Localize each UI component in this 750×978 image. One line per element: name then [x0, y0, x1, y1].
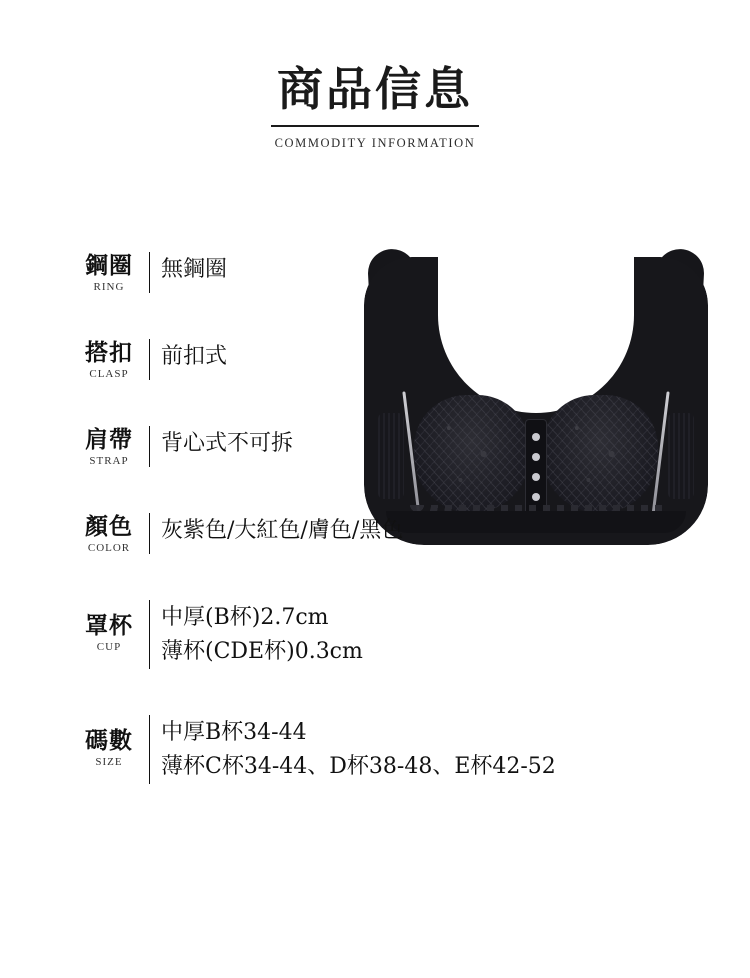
spec-divider	[149, 252, 150, 293]
spec-label-cn: 搭扣	[85, 339, 133, 366]
page-header	[0, 62, 750, 151]
spec-label-clasp	[76, 339, 142, 380]
spec-label-en: CUP	[96, 641, 122, 653]
spec-value-line: 無鋼圈	[161, 257, 228, 282]
spec-value-line: 背心式不可拆	[161, 431, 294, 456]
spec-value-line: 灰紫色/大紅色/膚色/黑色	[161, 518, 404, 543]
spec-label-cn: 肩帶	[85, 426, 133, 453]
spec-row-size	[0, 715, 750, 784]
spec-label-color	[76, 513, 142, 554]
spec-label-en: STRAP	[89, 455, 129, 467]
spec-label-en: RING	[93, 281, 125, 293]
page-subtitle: COMMODITY INFORMATION	[274, 136, 476, 151]
spec-label-cn: 罩杯	[85, 612, 133, 639]
spec-label-strap	[76, 426, 142, 467]
spec-row-clasp	[0, 339, 750, 380]
spec-label-cn: 顏色	[85, 513, 133, 540]
spec-label-cn: 碼數	[85, 727, 133, 755]
spec-divider	[149, 513, 150, 554]
spec-row-cup	[0, 600, 750, 669]
spec-label-ring	[76, 252, 142, 293]
spec-value-cup	[161, 600, 363, 669]
spec-value-clasp	[161, 339, 227, 374]
spec-value-line: 中厚(B杯)2.7cm	[161, 605, 329, 630]
spec-label-cup	[76, 600, 142, 653]
spec-list	[0, 252, 750, 830]
spec-row-strap	[0, 426, 750, 467]
spec-value-color	[161, 513, 403, 548]
spec-label-en: SIZE	[95, 756, 123, 769]
spec-divider	[149, 715, 150, 784]
spec-divider	[149, 339, 150, 380]
spec-value-line: 薄杯C杯34-44、D杯38-48、E杯42-52	[161, 754, 556, 780]
page-title: 商品信息	[271, 62, 479, 127]
spec-row-color	[0, 513, 750, 554]
spec-label-en: CLASP	[89, 368, 129, 380]
spec-value-line: 中厚B杯34-44	[161, 720, 307, 746]
spec-value-size	[161, 715, 556, 784]
spec-label-en: COLOR	[87, 542, 131, 554]
spec-row-ring	[0, 252, 750, 293]
spec-divider	[149, 600, 150, 669]
spec-value-line: 前扣式	[161, 344, 228, 369]
spec-label-cn: 鋼圈	[85, 252, 133, 279]
spec-value-line: 薄杯(CDE杯)0.3cm	[161, 639, 363, 665]
spec-value-strap	[161, 426, 293, 461]
spec-label-size	[76, 715, 142, 768]
spec-divider	[149, 426, 150, 467]
spec-value-ring	[161, 252, 227, 287]
